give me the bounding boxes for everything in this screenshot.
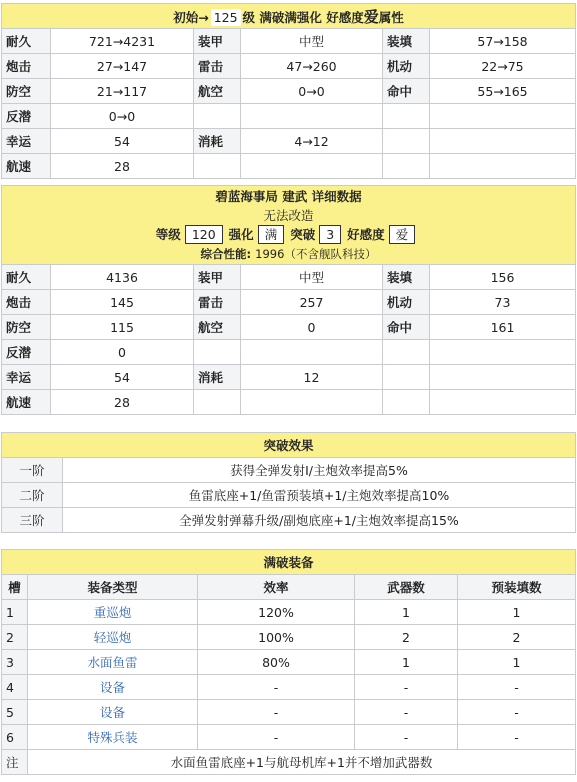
breakthrough-table (1, 432, 576, 533)
equipment-row (2, 650, 576, 675)
title-prefix: 初始→ (173, 9, 209, 25)
stat-row (2, 129, 576, 154)
performance-label: 综合性能: (200, 247, 252, 261)
stat-value: 中型 (241, 265, 383, 290)
equipment-row (2, 700, 576, 725)
breakthrough-row (2, 483, 576, 508)
stat-value (241, 154, 383, 179)
stat-value (241, 340, 383, 365)
stat-row (2, 265, 576, 290)
stat-label: 防空 (2, 315, 51, 340)
stat-value: 57→158 (430, 29, 576, 54)
stat-label: 装甲 (194, 265, 241, 290)
param-enhance-label: 强化 (228, 227, 254, 242)
breakthrough-effect: 全弹发射弹幕升级/副炮底座+1/主炮效率提高15% (63, 508, 576, 533)
stat-label (383, 340, 430, 365)
stat-row (2, 54, 576, 79)
stat-label (383, 104, 430, 129)
stats-detailed-header (2, 186, 576, 265)
stat-label (383, 129, 430, 154)
stat-label (194, 390, 241, 415)
stat-row (2, 290, 576, 315)
stat-label: 装填 (383, 29, 430, 54)
stat-value: 4136 (51, 265, 194, 290)
stat-value: 73 (430, 290, 576, 315)
stat-label: 反潜 (2, 104, 51, 129)
stat-label: 命中 (383, 79, 430, 104)
stat-value: 54 (51, 129, 194, 154)
equipment-row (2, 600, 576, 625)
stat-value (430, 104, 576, 129)
breakthrough-stage: 二阶 (2, 483, 63, 508)
stat-label (194, 154, 241, 179)
stat-row (2, 29, 576, 54)
equipment-type-link[interactable]: 轻巡炮 (28, 625, 198, 650)
stats-max-title (2, 4, 576, 29)
equipment-efficiency: - (198, 725, 355, 750)
equipment-preload-count: 1 (458, 650, 576, 675)
equipment-slot: 3 (2, 650, 28, 675)
stat-value: 721→4231 (51, 29, 194, 54)
param-limit-value: 3 (319, 225, 341, 244)
stat-value: 145 (51, 290, 194, 315)
stat-value: 12 (241, 365, 383, 390)
stat-row (2, 390, 576, 415)
equipment-weapon-count: 1 (355, 650, 458, 675)
stat-label (194, 104, 241, 129)
stat-value: 115 (51, 315, 194, 340)
equipment-type-link[interactable]: 设备 (28, 675, 198, 700)
breakthrough-title: 突破效果 (2, 433, 576, 458)
equipment-slot: 2 (2, 625, 28, 650)
stat-value: 156 (430, 265, 576, 290)
equipment-slot: 6 (2, 725, 28, 750)
stat-label (194, 340, 241, 365)
breakthrough-stage: 一阶 (2, 458, 63, 483)
stat-label (383, 390, 430, 415)
breakthrough-row (2, 508, 576, 533)
equipment-note-label: 注 (2, 750, 28, 775)
equipment-efficiency: 100% (198, 625, 355, 650)
param-level-value: 120 (185, 225, 223, 244)
stat-label: 消耗 (194, 129, 241, 154)
equipment-weapon-count: 1 (355, 600, 458, 625)
equipment-note: 水面鱼雷底座+1与航母机库+1并不增加武器数 (28, 750, 576, 775)
stat-row (2, 340, 576, 365)
stat-label: 雷击 (194, 290, 241, 315)
equipment-column-header: 武器数 (355, 575, 458, 600)
stat-label (383, 154, 430, 179)
equipment-slot: 1 (2, 600, 28, 625)
stat-label (383, 365, 430, 390)
param-bond-label: 好感度 (347, 227, 385, 242)
stat-value: 55→165 (430, 79, 576, 104)
equipment-column-header: 装备类型 (28, 575, 198, 600)
equipment-row (2, 675, 576, 700)
equipment-row (2, 725, 576, 750)
equipment-column-header: 效率 (198, 575, 355, 600)
stat-label: 消耗 (194, 365, 241, 390)
stat-label: 航速 (2, 154, 51, 179)
breakthrough-row (2, 458, 576, 483)
stats-detailed-params (6, 225, 571, 245)
stat-label: 航空 (194, 315, 241, 340)
equipment-row (2, 625, 576, 650)
stat-value: 中型 (241, 29, 383, 54)
stat-value: 21→117 (51, 79, 194, 104)
stat-label: 装甲 (194, 29, 241, 54)
stats-table-detailed (1, 185, 576, 415)
equipment-column-header: 预装填数 (458, 575, 576, 600)
stat-label: 装填 (383, 265, 430, 290)
stat-value: 27→147 (51, 54, 194, 79)
stat-label: 航空 (194, 79, 241, 104)
stat-value: 54 (51, 365, 194, 390)
equipment-weapon-count: - (355, 675, 458, 700)
equipment-table (1, 549, 576, 775)
stat-label: 命中 (383, 315, 430, 340)
stat-value (430, 390, 576, 415)
stat-value (430, 154, 576, 179)
stats-detailed-performance (6, 245, 571, 264)
param-level-label: 等级 (155, 227, 181, 242)
stat-value: 4→12 (241, 129, 383, 154)
equipment-header-row (2, 575, 576, 600)
stat-label: 机动 (383, 290, 430, 315)
equipment-preload-count: 1 (458, 600, 576, 625)
stats-detailed-subtitle: 无法改造 (263, 208, 314, 223)
breakthrough-effect: 获得全弹发射I/主炮效率提高5% (63, 458, 576, 483)
equipment-weapon-count: - (355, 700, 458, 725)
param-enhance-value: 满 (258, 225, 285, 244)
equipment-efficiency: 120% (198, 600, 355, 625)
stat-row (2, 315, 576, 340)
stats-table-max (1, 3, 576, 179)
equipment-preload-count: 2 (458, 625, 576, 650)
equipment-weapon-count: 2 (355, 625, 458, 650)
stat-value: 47→260 (241, 54, 383, 79)
stat-value: 0→0 (51, 104, 194, 129)
performance-value: 1996（不含舰队科技） (255, 247, 377, 261)
title-bond: 爱 (363, 7, 379, 26)
stat-value (430, 129, 576, 154)
stat-label: 幸运 (2, 365, 51, 390)
stat-label: 炮击 (2, 290, 51, 315)
stat-label: 耐久 (2, 265, 51, 290)
stat-value: 161 (430, 315, 576, 340)
stat-value (430, 340, 576, 365)
stat-label: 炮击 (2, 54, 51, 79)
equipment-column-header: 槽 (2, 575, 28, 600)
stat-value: 28 (51, 390, 194, 415)
breakthrough-stage: 三阶 (2, 508, 63, 533)
stat-value (241, 390, 383, 415)
param-bond-value: 爱 (389, 225, 416, 244)
equipment-preload-count: - (458, 725, 576, 750)
stat-value: 0 (51, 340, 194, 365)
stat-label: 防空 (2, 79, 51, 104)
equipment-type-link[interactable]: 水面鱼雷 (28, 650, 198, 675)
stat-value: 22→75 (430, 54, 576, 79)
param-limit-label: 突破 (290, 227, 316, 242)
stat-label: 雷击 (194, 54, 241, 79)
breakthrough-effect: 鱼雷底座+1/鱼雷预装填+1/主炮效率提高10% (63, 483, 576, 508)
equipment-slot: 4 (2, 675, 28, 700)
stat-row (2, 104, 576, 129)
equipment-efficiency: - (198, 700, 355, 725)
stat-label: 反潜 (2, 340, 51, 365)
stat-value: 0→0 (241, 79, 383, 104)
equipment-efficiency: - (198, 675, 355, 700)
stat-label: 航速 (2, 390, 51, 415)
stat-label: 耐久 (2, 29, 51, 54)
equipment-type-link[interactable]: 特殊兵装 (28, 725, 198, 750)
equipment-type-link[interactable]: 设备 (28, 700, 198, 725)
stat-value: 257 (241, 290, 383, 315)
equipment-efficiency: 80% (198, 650, 355, 675)
title-level: 125 (211, 9, 241, 26)
stat-row (2, 79, 576, 104)
stat-value: 0 (241, 315, 383, 340)
equipment-type-link[interactable]: 重巡炮 (28, 600, 198, 625)
title-suffix: 属性 (378, 9, 404, 25)
equipment-slot: 5 (2, 700, 28, 725)
stat-row (2, 365, 576, 390)
stat-value (241, 104, 383, 129)
stat-value (430, 365, 576, 390)
title-level-suffix: 级 满破满强化 好感度 (242, 9, 364, 25)
equipment-preload-count: - (458, 675, 576, 700)
stat-value: 28 (51, 154, 194, 179)
equipment-weapon-count: - (355, 725, 458, 750)
stat-label: 幸运 (2, 129, 51, 154)
stat-label: 机动 (383, 54, 430, 79)
stat-row (2, 154, 576, 179)
equipment-preload-count: - (458, 700, 576, 725)
equipment-title: 满破装备 (2, 550, 576, 575)
stats-detailed-title: 碧蓝海事局 建武 详细数据 (215, 189, 362, 204)
